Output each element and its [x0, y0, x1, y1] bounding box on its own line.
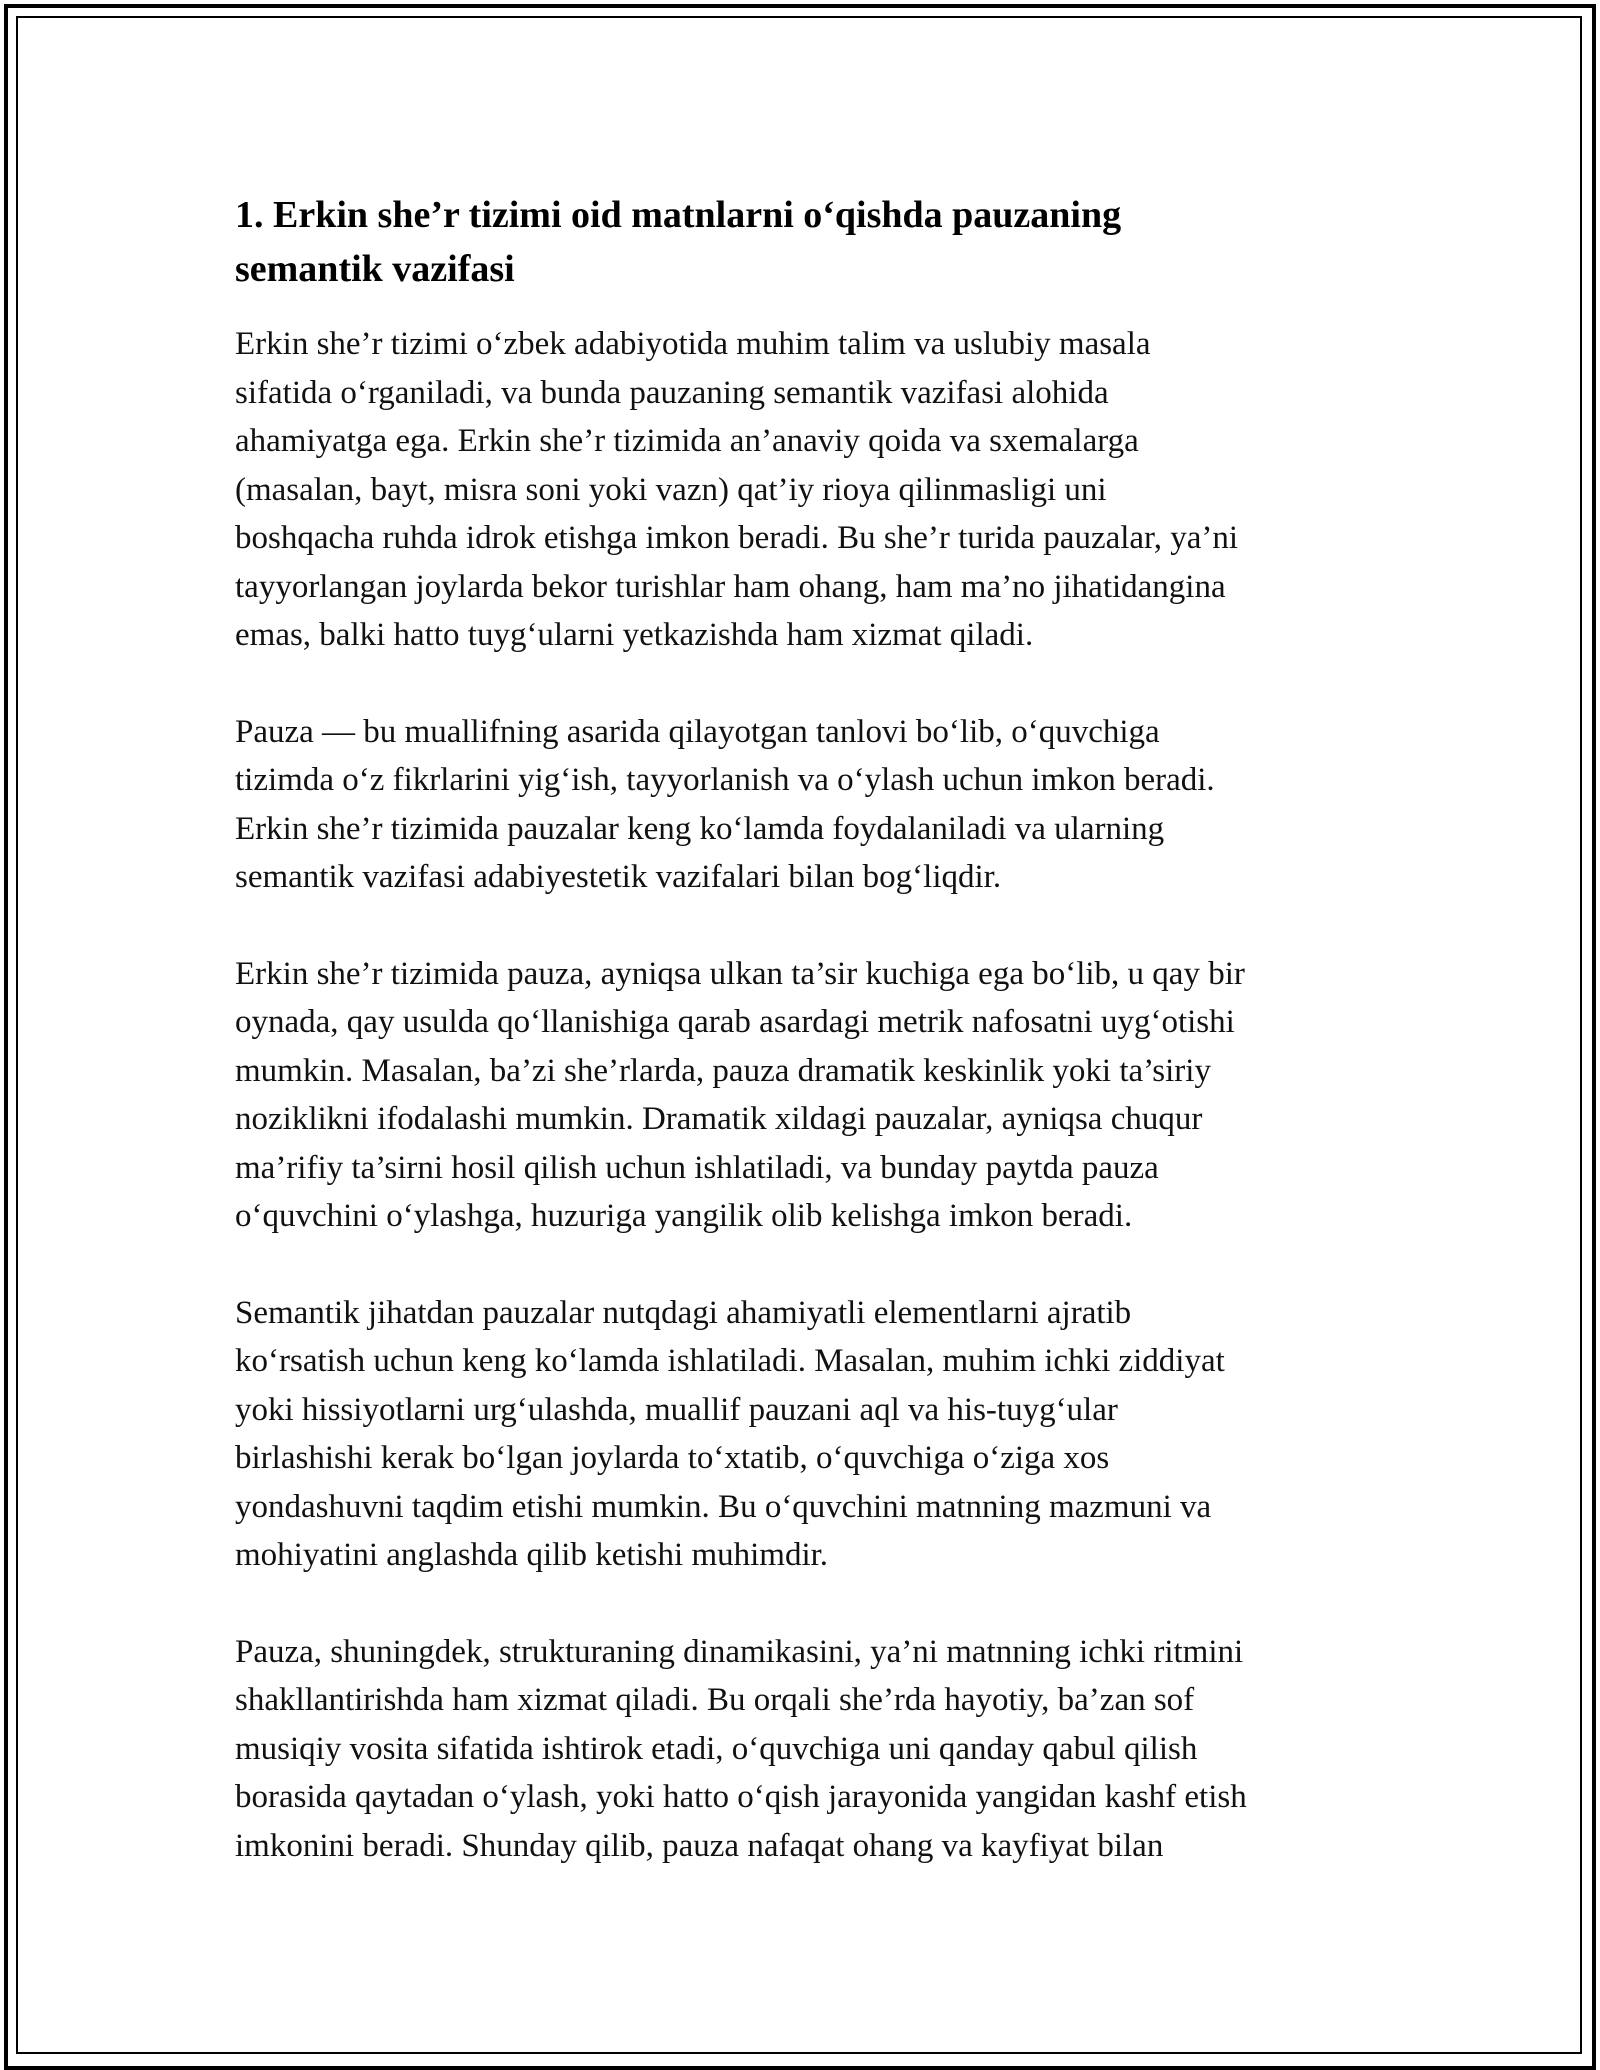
paragraph-line: o‘quvchini o‘ylashga, huzuriga yangilik olib kelishga imkon beradi.: [235, 1198, 1133, 1234]
paragraph-line: Pauza, shuningdek, strukturaning dinamikasini, ya’ni matnning ichki ritmini: [235, 1633, 1244, 1670]
paragraph-line: birlashishi kerak bo‘lgan joylarda to‘xtatib, o‘quvchiga o‘ziga xos: [235, 1440, 1110, 1476]
paragraph-3: [235, 950, 1365, 1241]
paragraph-line: semantik vazifasi adabiyestetik vazifalari bilan bog‘liqdir.: [235, 859, 1002, 895]
paragraph-line: ma’rifiy ta’sirni hosil qilish uchun ishlatiladi, va bunday paytda pauza: [235, 1149, 1159, 1186]
paragraph-line: mohiyatini anglashda qilib ketishi muhimdir.: [235, 1537, 829, 1573]
paragraph-line: imkonini beradi. Shunday qilib, pauza nafaqat ohang va kayfiyat bilan: [235, 1827, 1164, 1864]
paragraph-line: musiqiy vosita sifatida ishtirok etadi, o‘quvchiga uni qanday qabul qilish: [235, 1730, 1198, 1767]
paragraph-line: borasida qaytadan o‘ylash, yoki hatto o‘qish jarayonida yangidan kashf etish: [235, 1779, 1247, 1815]
paragraph-line: Semantik jihatdan pauzalar nutqdagi ahamiyatli elementlarni ajratib: [235, 1294, 1132, 1331]
paragraph-line: tizimda o‘z fikrlarini yig‘ish, tayyorlanish va o‘ylash uchun imkon beradi.: [235, 762, 1215, 798]
heading-line: 1. Erkin she’r tizimi oid matnlarni o‘qishda pauzaning: [235, 194, 1122, 236]
section-heading: [235, 188, 1365, 296]
paragraph-line: noziklikni ifodalashi mumkin. Dramatik xildagi pauzalar, ayniqsa chuqur: [235, 1101, 1203, 1137]
paragraph-line: ahamiyatga ega. Erkin she’r tizimida an’anaviy qoida va sxemalarga: [235, 423, 1139, 459]
paragraph-line: shakllantirishda ham xizmat qiladi. Bu orqali she’rda hayotiy, ba’zan sof: [235, 1682, 1195, 1718]
paragraph-line: boshqacha ruhda idrok etishga imkon beradi. Bu she’r turida pauzalar, ya’ni: [235, 520, 1239, 556]
paragraph-line: Erkin she’r tizimi o‘zbek adabiyotida muhim talim va uslubiy masala: [235, 326, 1151, 362]
paragraph-line: mumkin. Masalan, ba’zi she’rlarda, pauza dramatik keskinlik yoki ta’siriy: [235, 1052, 1211, 1089]
document-body: [235, 188, 1365, 1918]
paragraph-line: yondashuvni taqdim etishi mumkin. Bu o‘quvchini matnning mazmuni va: [235, 1488, 1212, 1525]
paragraph-line: Pauza — bu muallifning asarida qilayotgan tanlovi bo‘lib, o‘quvchiga: [235, 713, 1160, 750]
paragraph-line: ko‘rsatish uchun keng ko‘lamda ishlatiladi. Masalan, muhim ichki ziddiyat: [235, 1343, 1225, 1379]
paragraph-1: [235, 320, 1365, 660]
paragraph-line: Erkin she’r tizimida pauzalar keng ko‘lamda foydalaniladi va ularning: [235, 810, 1165, 847]
paragraph-4: [235, 1289, 1365, 1580]
heading-line: semantik vazifasi: [235, 248, 515, 290]
paragraph-line: emas, balki hatto tuyg‘ularni yetkazishda ham xizmat qiladi.: [235, 617, 1034, 653]
paragraph-line: oynada, qay usulda qo‘llanishiga qarab asardagi metrik nafosatni uyg‘otishi: [235, 1004, 1235, 1040]
paragraph-line: sifatida o‘rganiladi, va bunda pauzaning semantik vazifasi alohida: [235, 374, 1109, 411]
paragraph-5: [235, 1628, 1365, 1871]
paragraph-line: yoki hissiyotlarni urg‘ulashda, muallif pauzani aql va his-tuyg‘ular: [235, 1391, 1118, 1428]
paragraph-line: (masalan, bayt, misra soni yoki vazn) qat’iy rioya qilinmasligi uni: [235, 471, 1107, 508]
paragraph-line: tayyorlangan joylarda bekor turishlar ham ohang, ham ma’no jihatidangina: [235, 568, 1226, 605]
paragraph-line: Erkin she’r tizimida pauza, ayniqsa ulkan ta’sir kuchiga ega bo‘lib, u qay bir: [235, 955, 1245, 992]
paragraph-2: [235, 708, 1365, 902]
